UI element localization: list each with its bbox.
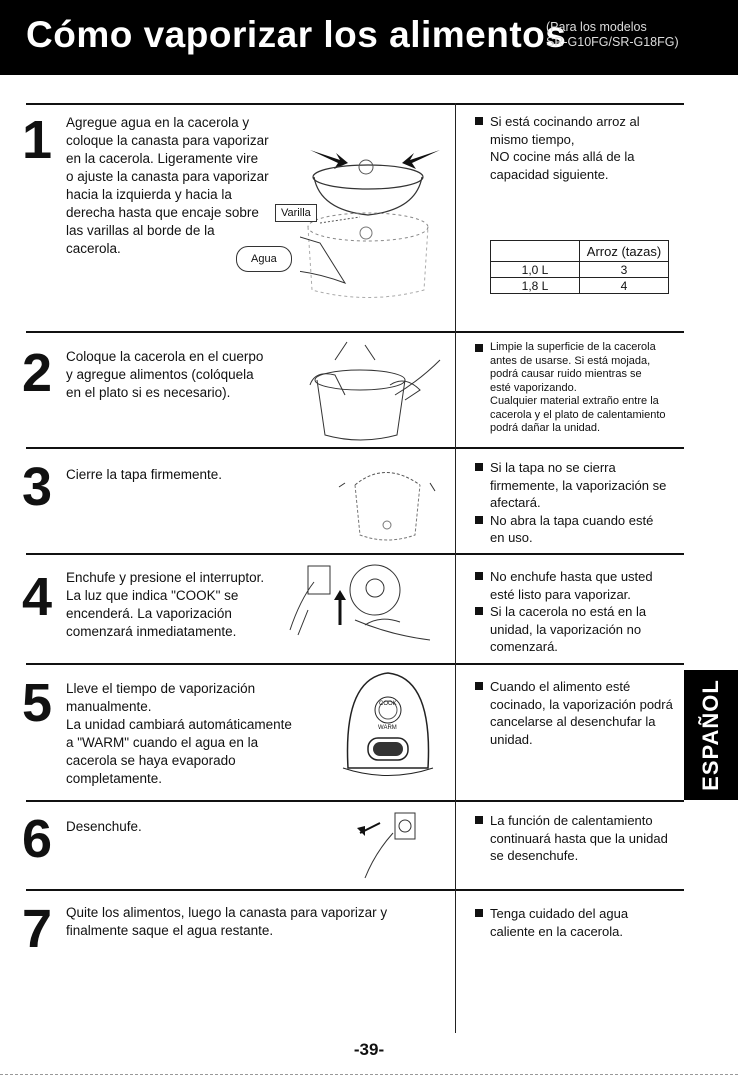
note-item: Si está cocinando arroz al mismo tiempo, NO cocine más allá de la capacidad siguiente. xyxy=(475,113,687,183)
divider-4 xyxy=(26,553,684,555)
note-item: Limpie la superficie de la cacerola antes de usarse. Si está mojada, podrá causar ruido mientras se esté vaporizando. Cualquier material extraño entre la cacerola y el plato de calentamiento podrá dañar la unidad. xyxy=(475,341,690,436)
table-cell-model: 1,8 L xyxy=(491,278,580,294)
models-line-1: (Para los modelos xyxy=(546,20,647,34)
closed-cooker-illustration xyxy=(335,455,445,545)
note-item: No abra la tapa cuando esté en uso. xyxy=(475,512,687,547)
page-title: Cómo vaporizar los alimentos xyxy=(26,14,567,55)
step-text-7: Quite los alimentos, luego la canasta para vaporizar y finalmente saque el agua restante. xyxy=(66,905,388,938)
agua-label: Agua xyxy=(236,246,292,272)
table-row xyxy=(491,278,669,294)
page-bottom-edge xyxy=(0,1074,738,1075)
note-hot-water xyxy=(475,905,687,940)
note-item: Cuando el alimento esté cocinado, la vaporización podrá cancelarse al desenchufar la unidad. xyxy=(475,678,687,748)
divider-1 xyxy=(26,103,684,105)
step-number-7: 7 xyxy=(22,899,53,959)
note-rice-capacity xyxy=(475,113,687,183)
page-header xyxy=(0,0,738,75)
table-header-arroz: Arroz (tazas) xyxy=(580,241,669,262)
note-plug xyxy=(475,568,687,656)
table-header-empty xyxy=(491,241,580,262)
pot-into-cooker-illustration xyxy=(305,340,445,445)
step-number-4: 4 xyxy=(22,567,53,627)
divider-7 xyxy=(26,889,684,891)
unplug-illustration xyxy=(355,808,425,888)
divider-5 xyxy=(26,663,684,665)
table-cell-model: 1,0 L xyxy=(491,262,580,278)
capacity-table xyxy=(490,240,669,294)
step-number-2: 2 xyxy=(22,343,53,403)
warm-indicator-label: WARM xyxy=(378,725,397,731)
models-note xyxy=(546,20,679,50)
note-item: Si la cacerola no está en la unidad, la vaporización no comenzará. xyxy=(475,603,687,656)
table-row xyxy=(491,262,669,278)
note-item: Tenga cuidado del agua caliente en la cacerola. xyxy=(475,905,687,940)
plug-press-switch-illustration xyxy=(280,560,450,660)
language-tab-label: ESPAÑOL xyxy=(698,679,723,791)
step-number-3: 3 xyxy=(22,457,53,517)
steam-basket-illustration xyxy=(300,115,450,315)
note-item: No enchufe hasta que usted esté listo para vaporizar. xyxy=(475,568,687,603)
divider-6 xyxy=(26,800,684,802)
table-cell-cups: 3 xyxy=(580,262,669,278)
table-cell-cups: 4 xyxy=(580,278,669,294)
note-cancel xyxy=(475,678,687,748)
step-text-4: Enchufe y presione el interruptor. La luz que indica "COOK" se encenderá. La vaporización comenzará inmediatamente. xyxy=(66,570,265,639)
cook-indicator-label: COOK xyxy=(379,701,397,707)
note-warm xyxy=(475,812,687,865)
note-lid xyxy=(475,459,687,547)
note-item: Si la tapa no se cierra firmemente, la vaporización se afectará. xyxy=(475,459,687,512)
page-number: -39- xyxy=(353,1040,385,1059)
step-text-6: Desenchufe. xyxy=(66,819,142,834)
language-tab xyxy=(684,670,738,800)
column-divider xyxy=(455,103,456,1033)
step-number-5: 5 xyxy=(22,673,53,733)
note-item: La función de calentamiento continuará hasta que la unidad se desenchufe. xyxy=(475,812,687,865)
note-clean-pot xyxy=(475,341,690,436)
divider-3 xyxy=(26,447,684,449)
step-number-6: 6 xyxy=(22,809,53,869)
divider-2 xyxy=(26,331,684,333)
varilla-label: Varilla xyxy=(275,204,317,222)
step-text-5: Lleve el tiempo de vaporización manualmente. La unidad cambiará automáticamente a "WARM" cuando el agua en la cacerola se haya evaporado completamente. xyxy=(66,681,292,786)
step-text-2: Coloque la cacerola en el cuerpo y agregue alimentos (colóquela en el plato si es necesario). xyxy=(66,349,264,400)
step-text-3: Cierre la tapa firmemente. xyxy=(66,467,223,482)
step-text-1: Agregue agua en la cacerola y coloque la canasta para vaporizar en la cacerola. Ligeramente vire o ajuste la canasta para vaporizar hacia la izquierda y hacia la derecha hasta que encaje sobre las varillas al borde de la cacerola. xyxy=(66,115,269,256)
models-line-2: SR-G10FG/SR-G18FG) xyxy=(546,35,679,49)
step-number-1: 1 xyxy=(22,110,53,170)
